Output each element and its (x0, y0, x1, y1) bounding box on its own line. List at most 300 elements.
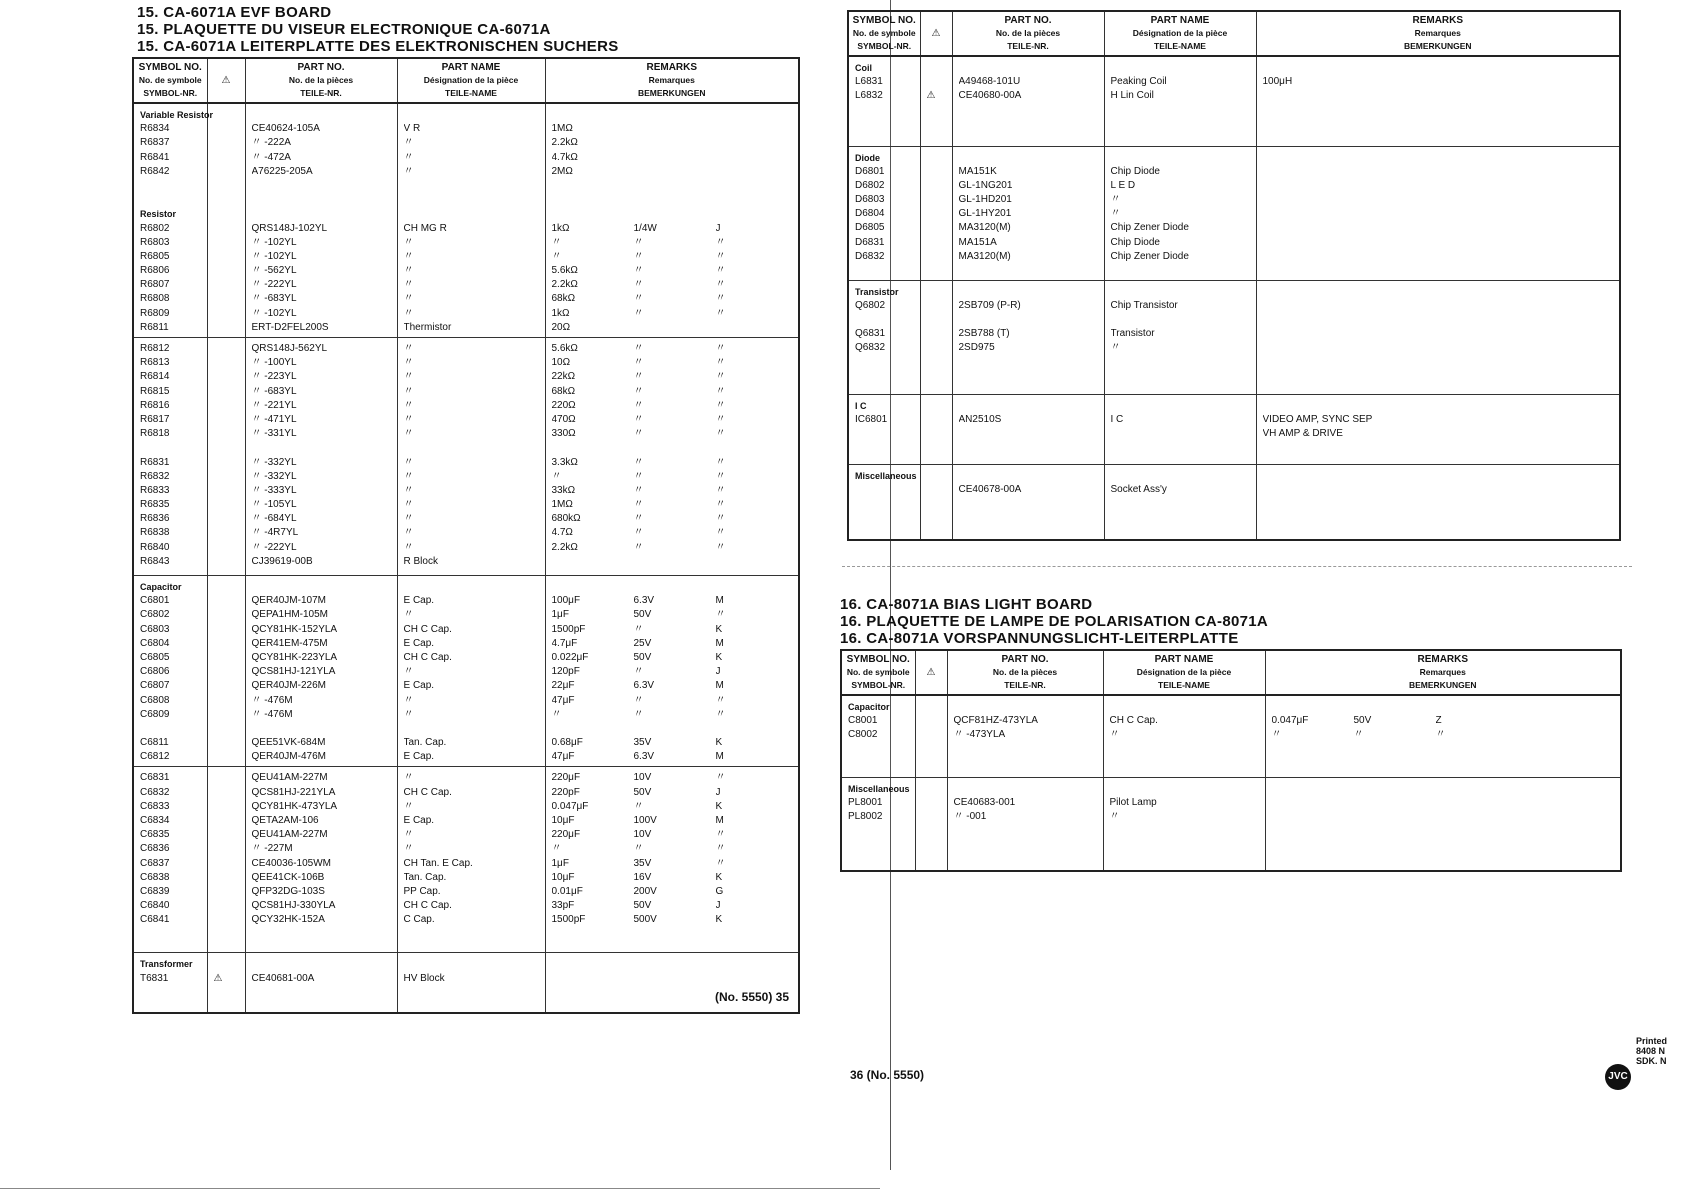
symbol-header (848, 11, 920, 56)
warning-icon: ⚠ (926, 90, 936, 102)
warning-icon (214, 413, 241, 427)
symbol-text: R6811 (140, 321, 169, 333)
symbol-text: R6843 (140, 555, 170, 567)
value-text: 470Ω (551, 413, 576, 425)
remarks-line (552, 413, 795, 427)
part-number-text: 〃 -476M (251, 708, 293, 720)
rating-text: 〃 (633, 293, 644, 305)
tolerance-text: M (715, 751, 724, 763)
header-text: SYMBOL NO. (852, 15, 916, 26)
symbol-cell (848, 56, 920, 146)
part-number-text: QER40JM-107M (251, 595, 326, 607)
symbol-text: R6818 (140, 428, 170, 440)
title-en: 15. CA-6071A EVF BOARD (137, 4, 332, 21)
symbol-text: C6836 (140, 843, 170, 855)
part-number-text: QCY81HK-152YLA (251, 623, 338, 635)
symbol-text: C6801 (140, 595, 170, 607)
part-name-text: H Lin Coil (1110, 90, 1154, 102)
symbol-cell (133, 953, 207, 1013)
part-name-text (1111, 313, 1252, 327)
remarks-text (1263, 483, 1616, 497)
symbol-text: C6806 (140, 666, 170, 678)
remarks-line (552, 623, 795, 637)
part-number-text: 〃 -227M (251, 843, 293, 855)
symbol-text: C6840 (140, 900, 170, 912)
rating-text: 〃 (633, 279, 644, 291)
rating-text (634, 122, 716, 136)
header-text: TEILE-NAME (1158, 680, 1210, 690)
remarks-line (552, 736, 795, 750)
tolerance-text: K (715, 800, 723, 812)
part-no-cell (947, 695, 1103, 777)
tolerance-text (716, 136, 746, 150)
warning-icon (214, 786, 241, 800)
warning-icon (927, 61, 948, 75)
part-name-text: 〃 (403, 513, 414, 525)
page-number-right: 36 (No. 5550) (850, 1068, 925, 1082)
rating-text: 6.3V (633, 595, 655, 607)
printed-line: 8408 N (1636, 1046, 1666, 1056)
symbol-text (140, 179, 203, 193)
part-name-text: 〃 (403, 527, 414, 539)
symbol-text: C6812 (140, 751, 170, 763)
value-text: 〃 (551, 843, 562, 855)
symbol-text: C6805 (140, 651, 170, 663)
remarks-cell (545, 338, 799, 576)
remarks-line (552, 708, 795, 722)
remarks-line (552, 151, 795, 165)
remarks-header (1265, 650, 1621, 695)
tolerance-text (716, 165, 746, 179)
rating-text (634, 165, 716, 179)
warning-icon (214, 307, 241, 321)
part-number-text: QEU41AM-227M (251, 829, 328, 841)
header-text: No. de la pièces (995, 28, 1061, 38)
rating-text: 〃 (633, 371, 644, 383)
tolerance-text: 〃 (715, 385, 726, 397)
part-name-text (1111, 399, 1252, 413)
rating-text: 〃 (633, 843, 644, 855)
remarks-line (552, 750, 795, 764)
warning-icon (927, 399, 948, 413)
remarks-line (552, 694, 795, 708)
part-number-text: QRS148J-562YL (251, 343, 328, 354)
remarks-line (552, 555, 795, 569)
remarks-line (552, 814, 795, 828)
remarks-line (552, 292, 795, 306)
warning-cell (920, 56, 952, 146)
remarks-line (552, 679, 795, 693)
remarks-line (552, 512, 795, 526)
tolerance-text: 〃 (715, 829, 726, 841)
warning-icon (214, 665, 241, 679)
warning-icon (214, 885, 241, 899)
part-name-text: CH C Cap. (403, 900, 452, 912)
part-name-text: 〃 (403, 399, 414, 411)
remarks-line (552, 236, 795, 250)
header-text: PART NO. (1004, 15, 1052, 26)
part-number-text: 〃 -221YL (251, 399, 297, 411)
part-number-text (252, 207, 393, 221)
part-name-text: Tan. Cap. (403, 737, 447, 749)
tolerance-text: 〃 (715, 307, 726, 319)
part-name-text (1111, 427, 1252, 441)
remarks-line (552, 526, 795, 540)
symbol-text: D6805 (855, 222, 885, 234)
value-text: 〃 (551, 470, 562, 482)
tolerance-text: K (715, 914, 723, 926)
remarks-line (552, 179, 795, 193)
title-de: 16. CA-8071A VORSPANNUNGSLICHT-LEITERPLATTE (840, 630, 1239, 647)
symbol-text: C6834 (140, 815, 170, 826)
part-name-text (1111, 61, 1252, 75)
part-number-text: QCS81HJ-121YLA (251, 666, 336, 678)
symbol-cell (133, 576, 207, 767)
part-name-cell (397, 953, 545, 1013)
part-name-text: 〃 (403, 307, 414, 319)
part-no-cell (245, 338, 397, 576)
part-name-text: E Cap. (403, 637, 435, 649)
part-name-cell (1103, 695, 1265, 777)
warning-icon (214, 151, 241, 165)
value-text: 120pF (551, 666, 580, 678)
part-no-cell (245, 767, 397, 953)
value-text: 22μF (551, 680, 575, 692)
rating-text (634, 179, 716, 193)
header-text: BEMERKUNGEN (637, 88, 706, 98)
rating-text: 〃 (633, 413, 644, 425)
part-name-text: 〃 (403, 137, 414, 149)
remarks-cell (1256, 464, 1620, 540)
remarks-line (552, 580, 795, 594)
rating-text (634, 151, 716, 165)
header-text: SYMBOL-NR. (857, 41, 912, 51)
part-name-text: V R (403, 123, 421, 135)
tolerance-text: K (715, 737, 723, 749)
part-name-text: 〃 (403, 772, 414, 784)
header-text: REMARKS (1412, 15, 1464, 26)
remarks-cell (1265, 777, 1621, 871)
symbol-cell (848, 464, 920, 540)
warning-icon (214, 679, 241, 693)
part-name-text: 〃 (1110, 208, 1121, 220)
tolerance-text: 〃 (715, 609, 726, 621)
remarks-line (1272, 810, 1617, 824)
value-text (552, 179, 634, 193)
symbol-text: R6814 (140, 371, 170, 383)
value-text: 5.6kΩ (551, 265, 578, 277)
part-number-text: ERT-D2FEL200S (251, 321, 329, 333)
remarks-line (552, 871, 795, 885)
warning-icon (214, 736, 241, 750)
part-number-text (954, 700, 1099, 714)
part-name-text: 〃 (403, 470, 414, 482)
warning-icon: ⚠ (221, 75, 231, 86)
table-header-row (848, 11, 1620, 56)
part-name-text: 〃 (403, 250, 414, 262)
part-name-text (404, 108, 541, 122)
value-text (552, 972, 634, 986)
symbol-text: R6805 (140, 250, 170, 262)
warning-icon (214, 814, 241, 828)
part-name-text (404, 207, 541, 221)
symbol-text: C6804 (140, 637, 170, 649)
remarks-text (1263, 61, 1616, 75)
header-text: TEILE-NAME (445, 88, 497, 98)
rating-text: 〃 (633, 527, 644, 539)
printed-line: SDK. N (1636, 1056, 1667, 1066)
remarks-line (552, 356, 795, 370)
category-label: Miscellaneous (848, 783, 910, 794)
remarks-line (1272, 714, 1617, 728)
rating-text: 〃 (633, 708, 644, 720)
remarks-text (1263, 313, 1616, 327)
part-name-header (397, 58, 545, 103)
remarks-line (552, 857, 795, 871)
rating-text (634, 972, 716, 986)
symbol-text: C6803 (140, 623, 170, 635)
remarks-header (1256, 11, 1620, 56)
rating-text (634, 957, 716, 971)
value-text: 〃 (551, 708, 562, 720)
rating-text: 〃 (633, 250, 644, 262)
tolerance-text (716, 151, 746, 165)
part-number-text: 〃 -102YL (251, 236, 297, 248)
warning-icon (214, 207, 241, 221)
header-text: No. de symbole (852, 28, 916, 38)
part-number-text: 〃 -222YL (251, 279, 297, 291)
part-name-text: E Cap. (403, 595, 435, 607)
warning-icon (927, 299, 948, 313)
part-number-text: 〃 -472A (251, 151, 291, 163)
tolerance-text: G (715, 885, 724, 897)
remarks-line (552, 771, 795, 785)
part-name-text: Chip Transistor (1110, 299, 1178, 311)
warning-icon (214, 580, 241, 594)
header-text: TEILE-NAME (1154, 41, 1206, 51)
section-16-title (840, 596, 1268, 647)
tolerance-text: J (715, 222, 721, 234)
rating-text: 6.3V (633, 751, 655, 763)
rating-text: 〃 (633, 694, 644, 706)
rating-text (634, 580, 716, 594)
tolerance-text: 〃 (715, 694, 726, 706)
remarks-line (552, 441, 795, 455)
symbol-text: R6808 (140, 293, 170, 305)
remarks-cell (545, 103, 799, 338)
part-name-text: Tan. Cap. (403, 871, 447, 883)
part-number-text: 〃 -331YL (251, 428, 297, 440)
part-no-cell (947, 777, 1103, 871)
part-number-text: A76225-205A (251, 165, 313, 177)
part-name-text: Transistor (1110, 328, 1155, 340)
category-label: Transformer (140, 959, 193, 970)
part-no-cell (245, 103, 397, 338)
part-name-text: Thermistor (403, 321, 452, 333)
remarks-line (552, 264, 795, 278)
warning-icon (214, 165, 241, 179)
warning-icon (214, 321, 241, 335)
rating-text: 〃 (633, 307, 644, 319)
part-number-text: QER40JM-226M (251, 680, 326, 692)
warning-cell (207, 338, 245, 576)
table-header-row (841, 650, 1621, 695)
symbol-cell (841, 777, 915, 871)
header-text: BEMERKUNGEN (1408, 680, 1477, 690)
part-name-cell (397, 576, 545, 767)
header-text: SYMBOL NO. (846, 654, 910, 665)
symbol-text: C6835 (140, 829, 170, 841)
value-text: 1500pF (551, 914, 586, 926)
value-text: 4.7μF (551, 637, 578, 649)
part-name-text: 〃 (403, 666, 414, 678)
remarks-line (552, 842, 795, 856)
symbol-cell (133, 103, 214, 338)
tolerance-text (716, 580, 746, 594)
part-name-text: C Cap. (403, 914, 435, 926)
tolerance-text: 〃 (715, 293, 726, 305)
part-name-text: 〃 (1110, 342, 1121, 354)
tolerance-text (716, 957, 746, 971)
part-number-text: 〃 -102YL (251, 250, 297, 262)
rating-text (634, 321, 716, 335)
value-text: 〃 (1271, 729, 1282, 741)
part-number-text: CE40678-00A (958, 483, 1022, 495)
value-text (552, 108, 634, 122)
part-number-text: CE40681-00A (251, 972, 315, 984)
symbol-text: R6807 (140, 279, 170, 291)
symbol-text: C6802 (140, 609, 170, 621)
part-number-text: 2SB709 (P-R) (958, 299, 1021, 311)
part-number-text (959, 285, 1100, 299)
part-name-text: 〃 (403, 428, 414, 440)
header-text: Désignation de la pièce (1132, 28, 1228, 38)
warning-icon (922, 810, 943, 824)
rating-text: 〃 (633, 428, 644, 440)
part-number-text (959, 427, 1100, 441)
divider-line (842, 566, 1632, 567)
value-text: 68kΩ (551, 385, 576, 397)
remarks-cell (1256, 394, 1620, 464)
remarks-line (552, 470, 795, 484)
value-text: 33pF (551, 900, 575, 912)
printed-line: Printed (1636, 1036, 1668, 1046)
value-text (1272, 782, 1354, 796)
tolerance-text: J (715, 900, 721, 912)
symbol-cell (848, 146, 920, 280)
tolerance-text: J (715, 786, 721, 798)
part-number-text: QEPA1HM-105M (251, 609, 329, 621)
part-number-text: QER41EM-475M (251, 637, 328, 649)
remarks-line (552, 957, 795, 971)
remarks-line (552, 972, 795, 986)
remarks-line (552, 828, 795, 842)
remarks-cell (1256, 280, 1620, 394)
rating-text: 50V (633, 786, 652, 798)
symbol-text: R6835 (140, 499, 170, 511)
warning-icon (214, 694, 241, 708)
parts-group-row (841, 695, 1621, 777)
tolerance-text: 〃 (715, 857, 726, 869)
value-text: 1μF (551, 857, 569, 869)
part-no-header (952, 11, 1104, 56)
value-text (552, 722, 634, 736)
warning-icon (922, 728, 943, 742)
warning-icon (214, 456, 241, 470)
warning-icon (214, 957, 241, 971)
part-name-cell (1104, 464, 1256, 540)
part-number-text: 2SB788 (T) (958, 328, 1010, 340)
part-number-text: 〃 -683YL (251, 293, 297, 305)
rating-text: 〃 (633, 343, 644, 354)
part-number-text: 〃 -476M (251, 694, 293, 706)
header-text: Remarques (1414, 28, 1461, 38)
remarks-line (552, 722, 795, 736)
warning-icon (927, 193, 948, 207)
remarks-line (552, 665, 795, 679)
part-name-cell (1103, 777, 1265, 871)
section-15-continued-table (847, 10, 1621, 541)
part-number-text: QRS148J-102YL (251, 222, 328, 234)
warning-icon (927, 221, 948, 235)
symbol-text: R6802 (140, 222, 170, 234)
tolerance-text (716, 441, 746, 455)
part-number-text: MA3120(M) (958, 250, 1011, 262)
tolerance-text: M (715, 815, 724, 826)
part-name-text: 〃 (1109, 729, 1120, 741)
value-text: 10Ω (551, 357, 571, 369)
category-label: Miscellaneous (855, 470, 917, 481)
part-name-text (404, 722, 541, 736)
part-name-text: L E D (1110, 179, 1136, 191)
remarks-line (552, 370, 795, 384)
warning-icon (214, 637, 241, 651)
rating-text: 〃 (633, 800, 644, 812)
warning-icon (927, 483, 948, 497)
symbol-text: R6832 (140, 470, 170, 482)
header-text: PART NAME (1150, 15, 1210, 26)
symbol-text: R6840 (140, 541, 170, 553)
parts-group-row (133, 767, 799, 953)
part-number-text: CE40680-00A (958, 90, 1022, 102)
jvc-logo: JVC (1605, 1064, 1631, 1090)
tolerance-text: 〃 (715, 456, 726, 468)
tolerance-text: 〃 (715, 343, 726, 354)
symbol-text: D6803 (855, 194, 885, 206)
warning-icon (922, 700, 943, 714)
rating-text: 35V (633, 857, 652, 869)
symbol-text: PL8001 (848, 796, 883, 808)
part-name-text: 〃 (403, 843, 414, 855)
page-edge-line (0, 1188, 880, 1189)
value-text: 〃 (551, 250, 562, 262)
tolerance-text: 〃 (715, 236, 726, 248)
part-name-text: 〃 (403, 357, 414, 369)
remarks-cell (545, 767, 799, 953)
warning-icon (927, 75, 948, 89)
symbol-text: C6838 (140, 871, 170, 883)
rating-text: 〃 (633, 470, 644, 482)
tolerance-text: M (715, 595, 724, 607)
symbol-text (140, 193, 203, 207)
remarks-text (1263, 469, 1616, 483)
symbol-text: R6812 (140, 343, 170, 354)
part-name-text: 〃 (403, 413, 414, 425)
parts-group-row (133, 953, 799, 1013)
value-text: 0.01μF (551, 885, 583, 897)
warning-header (915, 650, 947, 695)
parts-group-row (133, 576, 799, 767)
